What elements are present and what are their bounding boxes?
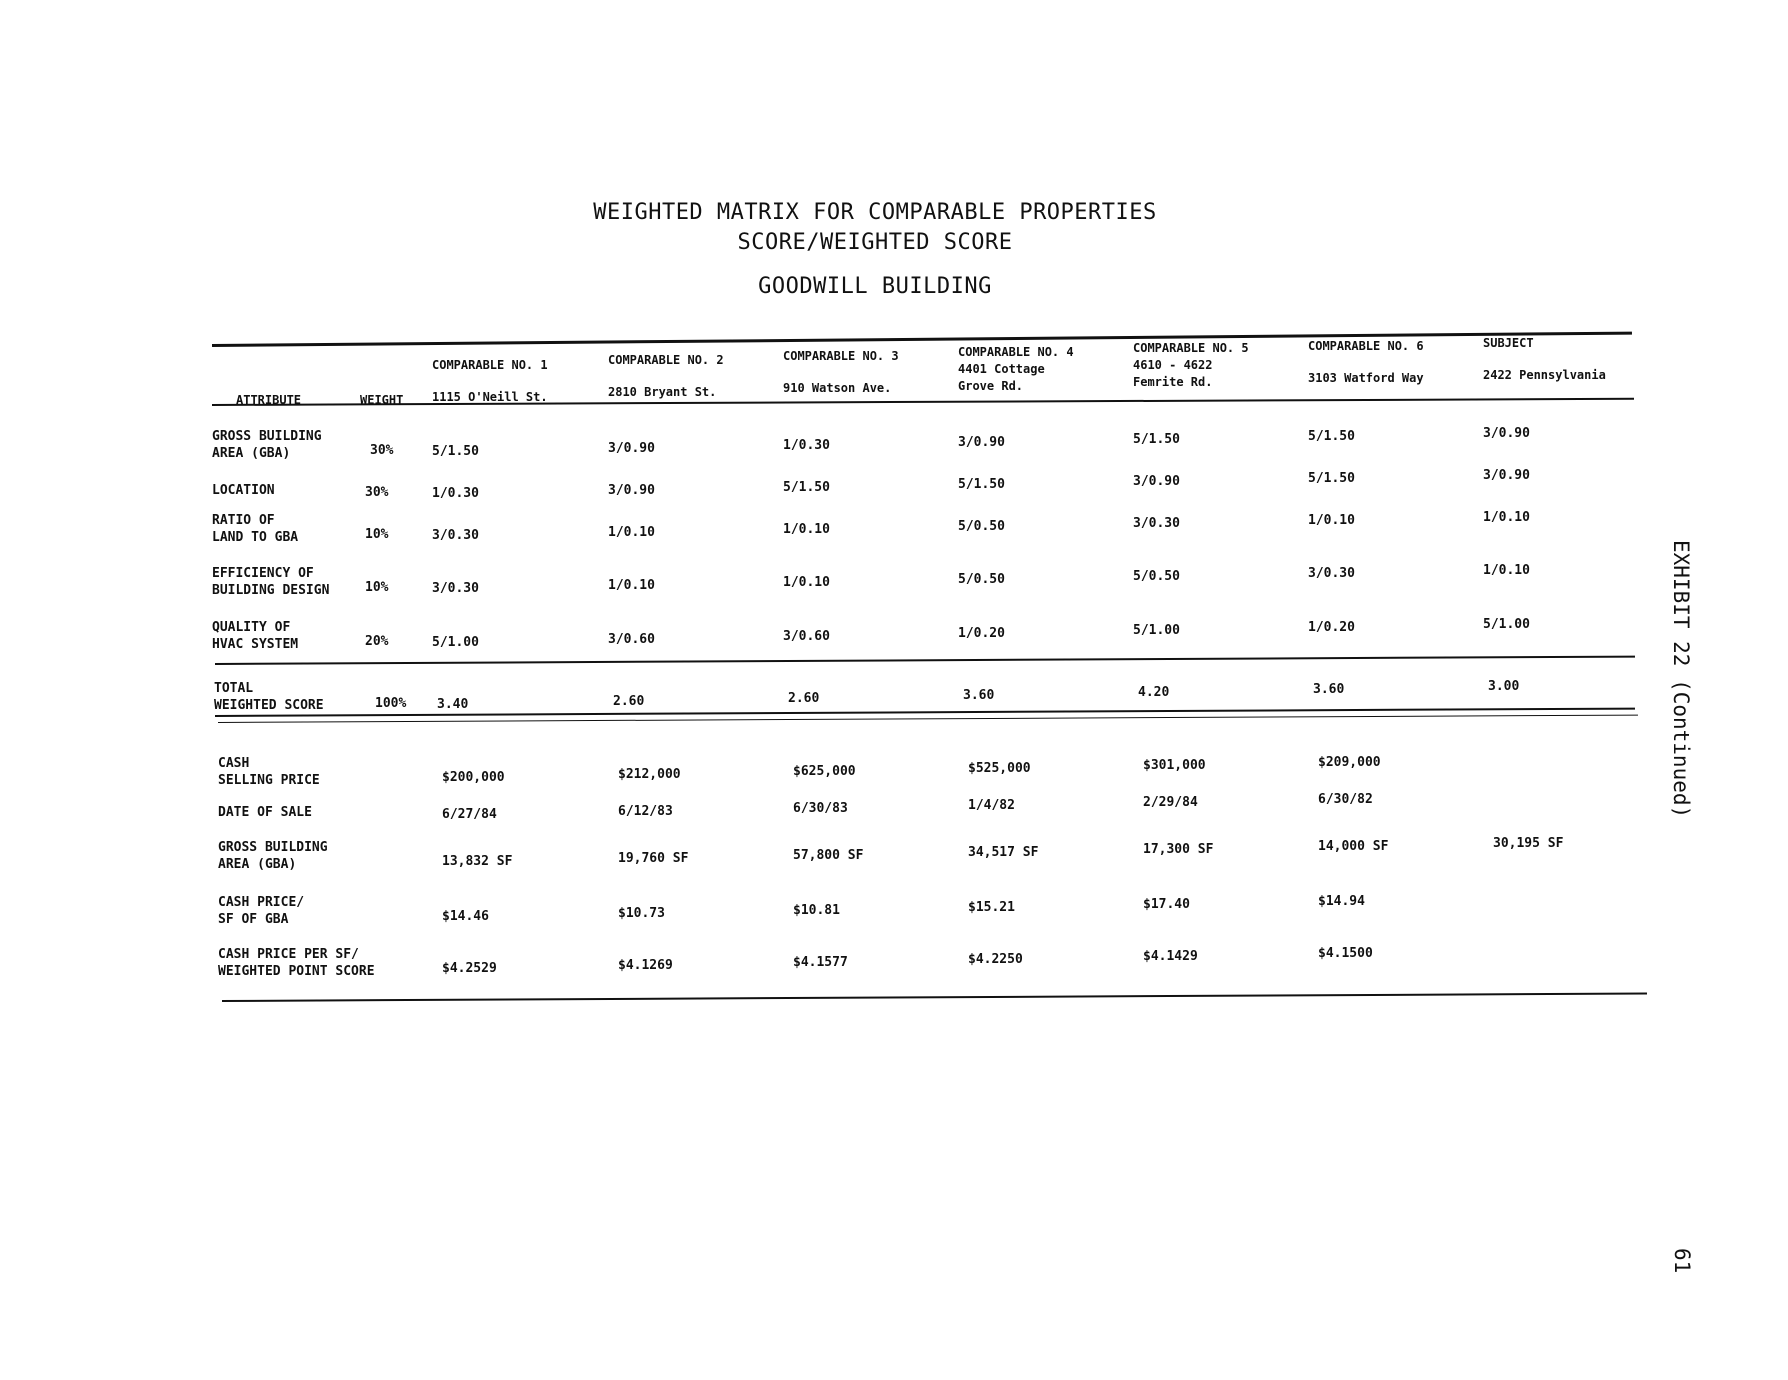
score-cell-r3-c4: 5/0.50	[958, 519, 1005, 534]
score-cell-r2-c1: 1/0.30	[432, 486, 479, 501]
header-attribute: ATTRIBUTE	[236, 393, 302, 407]
sale-cell-r4-c6: $14.94	[1318, 894, 1365, 909]
total-cell-c2: 2.60	[613, 694, 645, 709]
sale-label-4: CASH PRICE/	[218, 895, 305, 910]
score-cell-r1-c7: 3/0.90	[1483, 426, 1530, 441]
sale-cell-r1-c2: $212,000	[618, 767, 681, 782]
score-cell-r3-c2: 1/0.10	[608, 525, 655, 540]
score-cell-r5-c6: 1/0.20	[1308, 620, 1355, 635]
total-weight: 100%	[375, 696, 407, 711]
column-address-a-5: 4610 - 4622	[1133, 358, 1213, 372]
column-heading-4: COMPARABLE NO. 4	[958, 345, 1074, 359]
row-weight-4: 10%	[365, 580, 389, 595]
sale-cell-r2-c3: 6/30/83	[793, 801, 848, 816]
sale-cell-r1-c4: $525,000	[968, 761, 1031, 776]
row-label-1: GROSS BUILDING	[212, 429, 322, 444]
sale-cell-r4-c3: $10.81	[793, 903, 840, 918]
sale-cell-r4-c2: $10.73	[618, 906, 665, 921]
row-label-2: LOCATION	[212, 483, 275, 498]
score-cell-r3-c3: 1/0.10	[783, 522, 830, 537]
exhibit-label-text: EXHIBIT 22 (Continued)	[1669, 540, 1693, 819]
sale-cell-r5-c4: $4.2250	[968, 952, 1023, 967]
sale-cell-r2-c4: 1/4/82	[968, 798, 1015, 813]
sale-label-3: GROSS BUILDING	[218, 840, 328, 855]
column-heading-1: COMPARABLE NO. 1	[432, 358, 548, 372]
sale-cell-r4-c4: $15.21	[968, 900, 1015, 915]
column-address-5: Femrite Rd.	[1133, 375, 1213, 389]
score-cell-r4-c5: 5/0.50	[1133, 569, 1180, 584]
sale-cell-r3-c7: 30,195 SF	[1493, 836, 1564, 851]
score-cell-r3-c1: 3/0.30	[432, 528, 479, 543]
title-block	[0, 198, 1750, 302]
score-cell-r4-c3: 1/0.10	[783, 575, 830, 590]
sale-cell-r3-c6: 14,000 SF	[1318, 839, 1389, 854]
score-cell-r4-c6: 3/0.30	[1308, 566, 1355, 581]
sale-label-b-4: SF OF GBA	[218, 912, 289, 927]
row-weight-3: 10%	[365, 527, 389, 542]
total-cell-c3: 2.60	[788, 691, 820, 706]
page-number	[1668, 1248, 1698, 1278]
sale-cell-r5-c6: $4.1500	[1318, 946, 1373, 961]
total-label-b: WEIGHTED SCORE	[214, 698, 324, 713]
row-label-5: QUALITY OF	[212, 620, 291, 635]
score-cell-r5-c3: 3/0.60	[783, 629, 830, 644]
sale-cell-r5-c2: $4.1269	[618, 958, 673, 973]
score-cell-r1-c5: 5/1.50	[1133, 432, 1180, 447]
score-cell-r5-c4: 1/0.20	[958, 626, 1005, 641]
score-cell-r1-c4: 3/0.90	[958, 435, 1005, 450]
sale-cell-r2-c6: 6/30/82	[1318, 792, 1373, 807]
row-label-b-5: HVAC SYSTEM	[212, 637, 299, 652]
sale-label-b-3: AREA (GBA)	[218, 857, 297, 872]
title-line-2: SCORE/WEIGHTED SCORE	[737, 230, 1013, 255]
sale-cell-r5-c3: $4.1577	[793, 955, 848, 970]
title-line-1: WEIGHTED MATRIX FOR COMPARABLE PROPERTIES	[593, 200, 1157, 225]
exhibit-label	[1655, 540, 1695, 860]
sale-cell-r4-c1: $14.46	[442, 909, 489, 924]
score-cell-r2-c2: 3/0.90	[608, 483, 655, 498]
sale-label-1: CASH	[218, 756, 250, 771]
score-cell-r4-c2: 1/0.10	[608, 578, 655, 593]
sale-cell-r3-c1: 13,832 SF	[442, 854, 513, 869]
score-cell-r2-c4: 5/1.50	[958, 477, 1005, 492]
score-cell-r2-c6: 5/1.50	[1308, 471, 1355, 486]
score-cell-r4-c4: 5/0.50	[958, 572, 1005, 587]
total-cell-c1: 3.40	[437, 697, 469, 712]
score-cell-r3-c7: 1/0.10	[1483, 510, 1530, 525]
header-weight: WEIGHT	[360, 393, 404, 407]
column-address-7: 2422 Pennsylvania	[1483, 368, 1606, 382]
score-cell-r1-c1: 5/1.50	[432, 444, 479, 459]
sale-cell-r1-c5: $301,000	[1143, 758, 1206, 773]
score-cell-r5-c7: 5/1.00	[1483, 617, 1530, 632]
column-address-4: Grove Rd.	[958, 379, 1024, 393]
sale-cell-r3-c2: 19,760 SF	[618, 851, 689, 866]
column-address-a-4: 4401 Cottage	[958, 362, 1045, 376]
page-number-text: 61	[1670, 1248, 1694, 1274]
title-line-3: GOODWILL BUILDING	[758, 274, 992, 299]
row-weight-1: 30%	[370, 443, 394, 458]
sale-cell-r2-c2: 6/12/83	[618, 804, 673, 819]
score-cell-r5-c1: 5/1.00	[432, 635, 479, 650]
rule-total-top	[215, 656, 1635, 665]
score-cell-r4-c7: 1/0.10	[1483, 563, 1530, 578]
score-cell-r2-c3: 5/1.50	[783, 480, 830, 495]
score-cell-r2-c7: 3/0.90	[1483, 468, 1530, 483]
score-cell-r2-c5: 3/0.90	[1133, 474, 1180, 489]
sale-label-2: DATE OF SALE	[218, 805, 312, 820]
sale-label-5: CASH PRICE PER SF/	[218, 947, 359, 962]
sale-cell-r1-c6: $209,000	[1318, 755, 1381, 770]
column-heading-7: SUBJECT	[1483, 336, 1534, 350]
rule-header-bottom	[212, 398, 1634, 406]
row-label-b-3: LAND TO GBA	[212, 530, 299, 545]
column-heading-2: COMPARABLE NO. 2	[608, 353, 724, 367]
total-label: TOTAL	[214, 681, 254, 696]
row-weight-5: 20%	[365, 634, 389, 649]
column-address-2: 2810 Bryant St.	[608, 385, 717, 399]
row-label-3: RATIO OF	[212, 513, 275, 528]
column-heading-5: COMPARABLE NO. 5	[1133, 341, 1249, 355]
sale-label-b-5: WEIGHTED POINT SCORE	[218, 964, 375, 979]
sale-cell-r5-c5: $4.1429	[1143, 949, 1198, 964]
score-cell-r5-c5: 5/1.00	[1133, 623, 1180, 638]
total-cell-c7: 3.00	[1488, 679, 1520, 694]
row-label-4: EFFICIENCY OF	[212, 566, 314, 581]
total-cell-c6: 3.60	[1313, 682, 1345, 697]
sale-cell-r2-c1: 6/27/84	[442, 807, 497, 822]
column-address-6: 3103 Watford Way	[1308, 371, 1424, 385]
score-cell-r3-c6: 1/0.10	[1308, 513, 1355, 528]
rule-bottom	[222, 993, 1647, 1002]
sale-cell-r5-c1: $4.2529	[442, 961, 497, 976]
sale-cell-r3-c5: 17,300 SF	[1143, 842, 1214, 857]
column-heading-3: COMPARABLE NO. 3	[783, 349, 899, 363]
sale-cell-r2-c5: 2/29/84	[1143, 795, 1198, 810]
score-cell-r1-c6: 5/1.50	[1308, 429, 1355, 444]
sale-label-b-1: SELLING PRICE	[218, 773, 320, 788]
row-label-b-1: AREA (GBA)	[212, 446, 291, 461]
row-weight-2: 30%	[365, 485, 389, 500]
score-cell-r1-c3: 1/0.30	[783, 438, 830, 453]
sale-cell-r1-c3: $625,000	[793, 764, 856, 779]
column-heading-6: COMPARABLE NO. 6	[1308, 339, 1424, 353]
sale-cell-r1-c1: $200,000	[442, 770, 505, 785]
total-cell-c4: 3.60	[963, 688, 995, 703]
row-label-b-4: BUILDING DESIGN	[212, 583, 330, 598]
score-cell-r3-c5: 3/0.30	[1133, 516, 1180, 531]
score-cell-r5-c2: 3/0.60	[608, 632, 655, 647]
sale-cell-r4-c5: $17.40	[1143, 897, 1190, 912]
score-cell-r4-c1: 3/0.30	[432, 581, 479, 596]
column-address-1: 1115 O'Neill St.	[432, 390, 548, 404]
total-cell-c5: 4.20	[1138, 685, 1170, 700]
sale-cell-r3-c3: 57,800 SF	[793, 848, 864, 863]
score-cell-r1-c2: 3/0.90	[608, 441, 655, 456]
column-address-3: 910 Watson Ave.	[783, 381, 892, 395]
sale-cell-r3-c4: 34,517 SF	[968, 845, 1039, 860]
